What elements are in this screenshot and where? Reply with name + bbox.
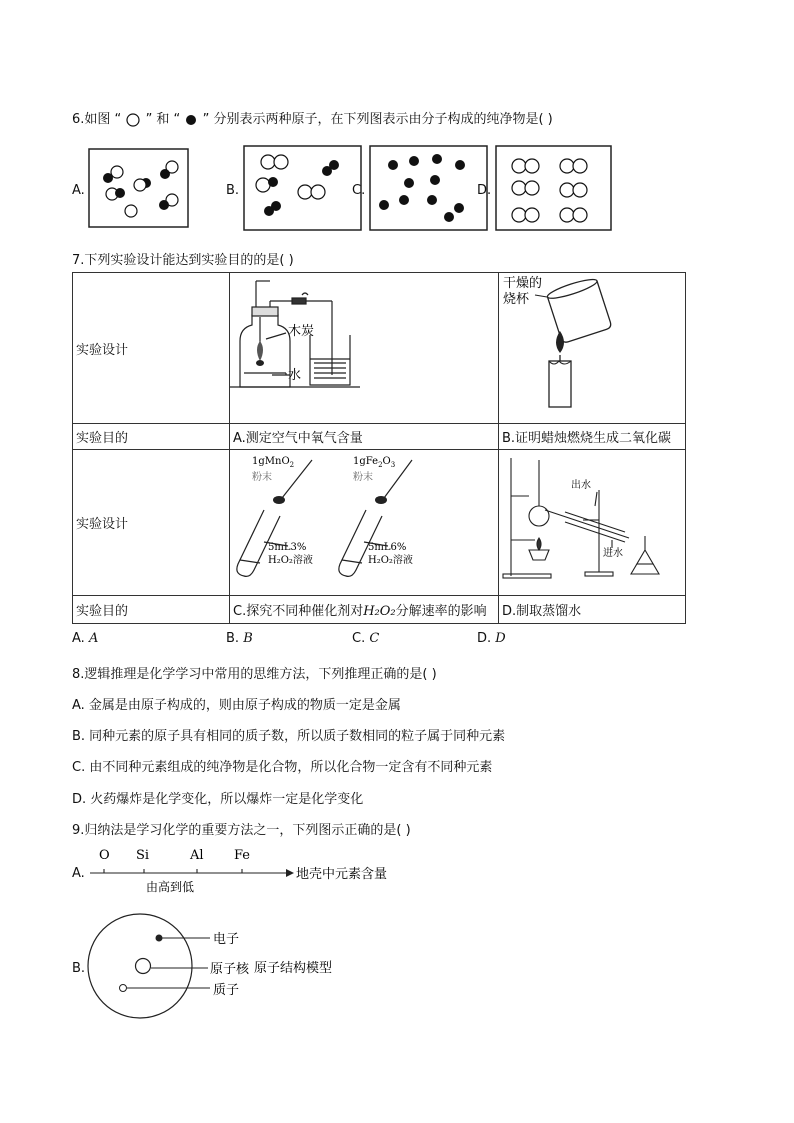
model-label: 原子结构模型 [254, 961, 333, 976]
q8-option-a: A. 金属是由原子构成的，则由原子构成的物质一定是金属 [72, 698, 401, 713]
water-out-label: 出水 [571, 480, 591, 491]
atom-structure-model [86, 910, 366, 1020]
axis-title: 地壳中元素含量 [296, 867, 388, 882]
catalyst-apparatus [230, 450, 498, 591]
question-8-stem: 8.逻辑推理是化学学习中常用的思维方法，下列推理正确的是( ) [72, 667, 437, 682]
q6-option-d-label: D. [477, 183, 492, 198]
q7-answer-a: A. A [72, 631, 99, 646]
q8-option-d: D. 火药爆炸是化学变化，所以爆炸一定是化学变化 [72, 792, 364, 807]
powder-label-2: 粉末 [353, 472, 373, 483]
q6-option-b-label: B. [226, 183, 240, 198]
water-in-label: 进水 [603, 548, 623, 559]
q8-option-b: B. 同种元素的原子具有相同的质子数，所以质子数相同的粒子属于同种元素 [72, 729, 506, 744]
nucleus-label: 原子核 [210, 962, 250, 977]
dry-beaker-label-line2: 烧杯 [503, 292, 530, 307]
distillation-apparatus [499, 450, 685, 591]
element-al: Al [190, 848, 204, 863]
q7-answer-d: D. D [477, 631, 506, 646]
hollow-atom-icon [125, 112, 141, 128]
row-design-label-2: 实验设计 [73, 450, 230, 596]
element-si: Si [136, 848, 150, 863]
powder-label-1: 粉末 [252, 472, 272, 483]
fe2o3-label: $1gFe_2O_3$ [353, 456, 396, 469]
solid-atom-icon [184, 113, 198, 127]
q8-option-c: C. 由不同种元素组成的纯净物是化合物，所以化合物一定含有不同种元素 [72, 760, 493, 775]
q9-option-a-label: A. [72, 866, 85, 881]
q7-answer-b: B. B [226, 631, 253, 646]
charcoal-label: 木炭 [288, 324, 315, 339]
question-9-stem: 9.归纳法是学习化学的重要方法之一，下列图示正确的是( ) [72, 823, 411, 838]
row-purpose-label-1: 实验目的 [73, 424, 230, 450]
crust-element-axis [86, 845, 406, 897]
purpose-c: C.探究不同种催化剂对H₂O₂分解速率的影响 [230, 596, 499, 624]
row-purpose-label-2: 实验目的 [73, 596, 230, 624]
purpose-a: A.测定空气中氧气含量 [230, 424, 499, 450]
order-label: 由高到低 [146, 880, 195, 894]
mno2-label: 1gMnO$_2$ [252, 456, 295, 469]
candle-beaker-apparatus [499, 273, 685, 419]
dry-beaker-label-line1: 干燥的 [503, 276, 543, 291]
row-design-label: 实验设计 [73, 273, 230, 424]
q6-option-a-diagram [88, 148, 189, 228]
q9-option-b-label: B. [72, 961, 86, 976]
q6-option-a-label: A. [72, 183, 85, 198]
design-c-cell [230, 450, 499, 596]
q6-option-c-label: C. [352, 183, 366, 198]
h2o2-solution-label-2: H₂O₂溶液 [368, 555, 413, 566]
q6-option-d-diagram [495, 145, 612, 231]
experiment-table [72, 272, 686, 624]
proton-label: 质子 [213, 983, 240, 998]
design-b-cell [499, 273, 686, 424]
electron-label: 电子 [213, 932, 240, 947]
air-oxygen-apparatus [230, 273, 498, 419]
question-7-stem: 7.下列实验设计能达到实验目的的是( ) [72, 253, 294, 268]
question-6-stem: 6.如图 “ ” 和 “ ” 分别表示两种原子，在下列图表示由分子构成的纯净物是( ) [72, 112, 553, 127]
q7-answer-c: C. C [352, 631, 380, 646]
purpose-b: B.证明蜡烛燃烧生成二氧化碳 [499, 424, 686, 450]
q6-option-c-diagram [369, 145, 488, 231]
design-a-cell [230, 273, 499, 424]
element-o: O [99, 848, 110, 863]
design-d-cell [499, 450, 686, 596]
q6-option-b-diagram [243, 145, 362, 231]
h2o2-3-label: 5mL3% [268, 542, 307, 553]
water-label: 水 [288, 368, 302, 383]
element-fe: Fe [234, 848, 251, 863]
h2o2-6-label: 5mL6% [368, 542, 407, 553]
h2o2-solution-label-1: H₂O₂溶液 [268, 555, 313, 566]
purpose-d: D.制取蒸馏水 [499, 596, 686, 624]
